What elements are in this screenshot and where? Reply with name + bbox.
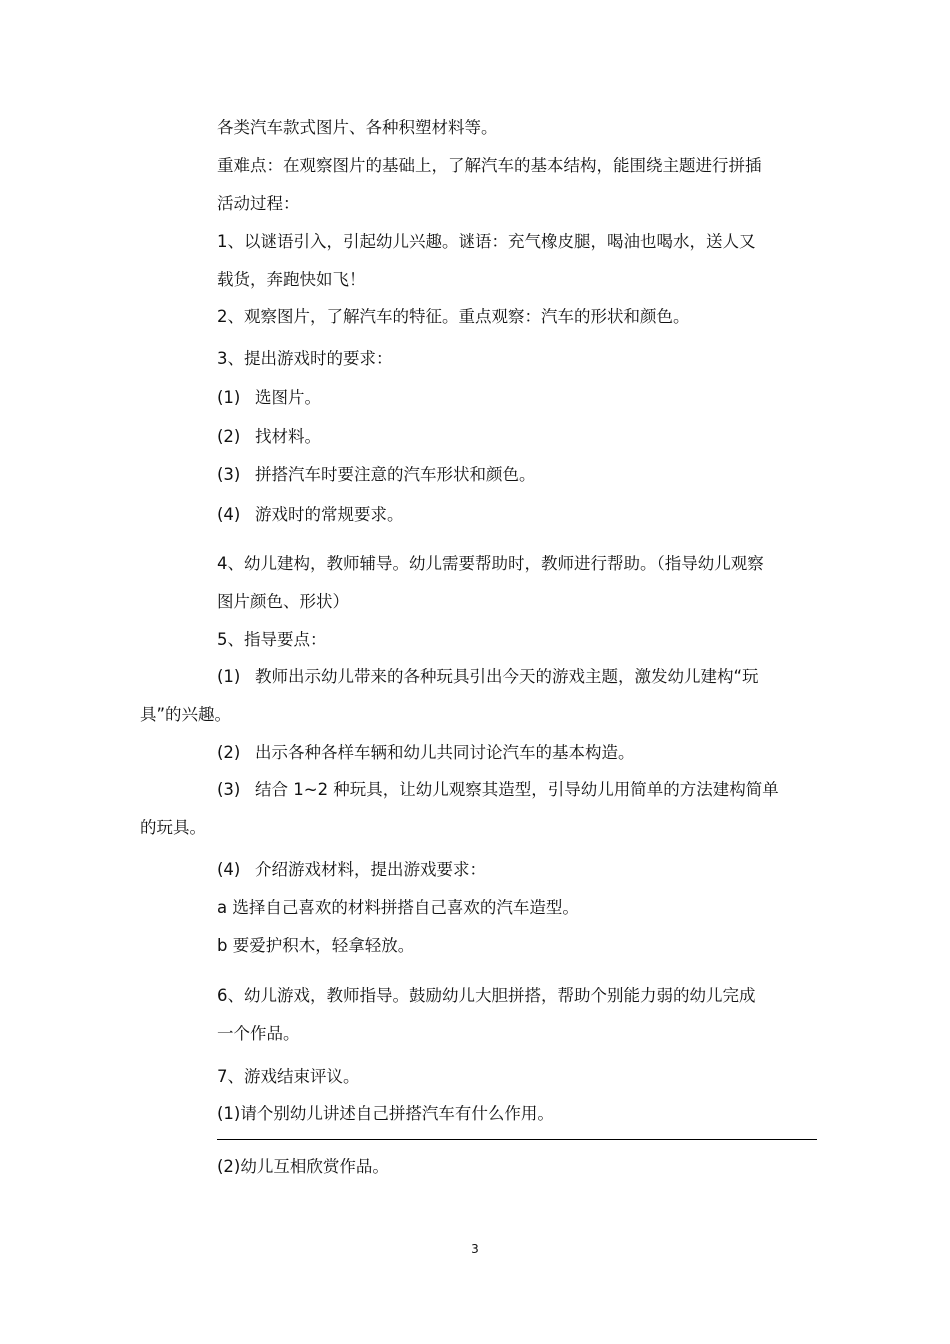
text-line: 7、游戏结束评议。 [217,1067,360,1086]
item-text: 出示各种各样车辆和幼儿共同讨论汽车的基本构造。 [255,743,635,762]
list-item [217,666,759,688]
text-line: 4、幼儿建构，教师辅导。幼儿需要帮助时，教师进行帮助。（指导幼儿观察 [217,554,764,573]
text-line: 6、幼儿游戏，教师指导。鼓励幼儿大胆拼搭，帮助个别能力弱的幼儿完成 [217,986,756,1005]
list-item [217,387,321,409]
item-text: 结合 1~2 种玩具，让幼儿观察其造型，引导幼儿用简单的方法建构简单 [255,780,779,799]
item-number: (3) [217,465,241,484]
text-line: 3、提出游戏时的要求： [217,349,393,368]
item-text: 拼搭汽车时要注意的汽车形状和颜色。 [255,465,536,484]
text-line: b 要爱护积木，轻拿轻放。 [217,936,415,955]
list-item [217,742,635,764]
horizontal-rule [217,1139,817,1140]
text-line: a 选择自己喜欢的材料拼搭自己喜欢的汽车造型。 [217,898,579,917]
item-number: (4) [217,505,241,524]
list-item [217,504,404,526]
item-number: (1) [217,667,241,686]
item-number: (3) [217,780,241,799]
text-line: 5、指导要点： [217,630,327,649]
text-line: 的玩具。 [140,818,206,837]
text-line: 重难点：在观察图片的基础上，了解汽车的基本结构，能围绕主题进行拼插 [217,156,762,175]
text-line: 各类汽车款式图片、各种积塑材料等。 [217,118,498,137]
list-item [217,426,321,448]
text-line: 1、以谜语引入，引起幼儿兴趣。谜语：充气橡皮腿，喝油也喝水，送人又 [217,232,756,251]
item-text: 教师出示幼儿带来的各种玩具引出今天的游戏主题，激发幼儿建构“玩 [255,667,759,686]
page-number: 3 [471,1242,479,1256]
text-line: 具”的兴趣。 [140,705,232,724]
text-line: 2、观察图片，了解汽车的特征。重点观察：汽车的形状和颜色。 [217,307,690,326]
item-number: (2) [217,743,241,762]
text-line: 一个作品。 [217,1024,300,1043]
item-text: 选图片。 [255,388,321,407]
item-text: 找材料。 [255,427,321,446]
text-line: 活动过程： [217,194,300,213]
item-text: 介绍游戏材料，提出游戏要求： [255,860,486,879]
list-item [217,779,779,801]
list-item [217,464,536,486]
text-line: (2)幼儿互相欣赏作品。 [217,1157,389,1176]
text-line: 图片颜色、形状） [217,592,349,611]
text-line: (1)请个别幼儿讲述自己拼搭汽车有什么作用。 [217,1104,554,1123]
item-number: (1) [217,388,241,407]
text-line: 载货，奔跑快如飞！ [217,270,366,289]
item-number: (4) [217,860,241,879]
item-text: 游戏时的常规要求。 [255,505,404,524]
list-item [217,859,486,881]
item-number: (2) [217,427,241,446]
